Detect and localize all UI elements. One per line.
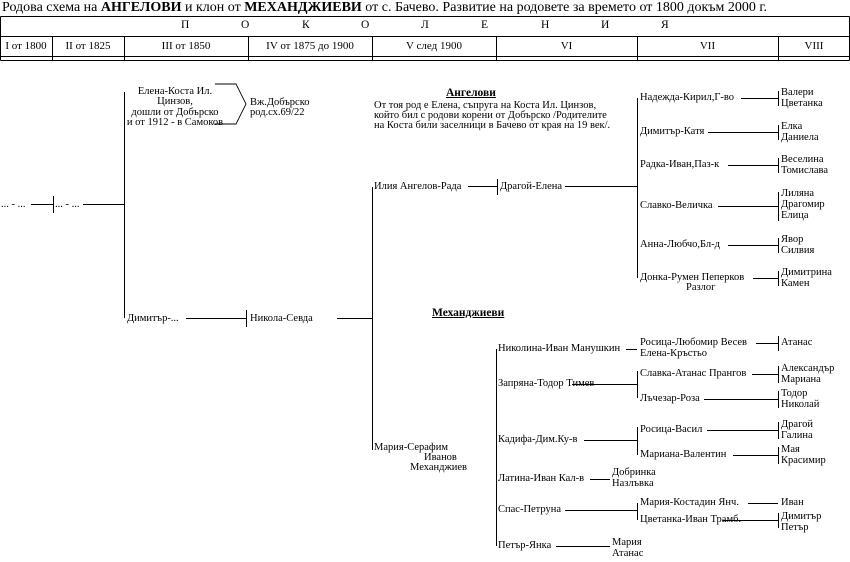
gen7-person: Росица-Васил: [640, 424, 703, 435]
gen7-person: Анна-Любчо,Бл-д: [640, 239, 721, 250]
gen8-person: Драгомир: [781, 199, 825, 210]
header-letter: Я: [661, 19, 669, 31]
header-letter: К: [302, 19, 310, 31]
person-dragoy: Драгой-Елена: [500, 181, 563, 192]
gen6-person: Николина-Иван Манушкин: [498, 343, 621, 354]
gen6-person: Спас-Петруна: [498, 504, 562, 515]
gen7-person: Мария: [612, 537, 642, 548]
angelovi-note-line: От тоя род е Елена, съпруга на Коста Ил. Цинзов,: [374, 100, 597, 111]
generation-header: I от 1800: [5, 40, 47, 52]
gen6-person: Петър-Янка: [498, 540, 552, 551]
gen8-person: Силвия: [781, 245, 815, 256]
person-iliya: Илия Ангелов-Рада: [374, 181, 462, 192]
header-letter: И: [601, 19, 610, 31]
gen8-person: Цветанка: [781, 98, 823, 109]
gen8-person: Драгой: [781, 419, 813, 430]
gen8-person: Тодор: [781, 388, 808, 399]
gen8-person: Мариана: [781, 374, 821, 385]
gen8-person: Красимир: [781, 455, 826, 466]
gen8-person: Атанас: [781, 337, 813, 348]
gen6-person: Латина-Иван Кал-в: [498, 473, 585, 484]
gen8-person: Елка: [781, 121, 803, 132]
gen8-person: Даниела: [781, 132, 819, 143]
person-dimitar: Димитър-...: [127, 313, 179, 324]
header-letter: О: [361, 19, 370, 31]
gen7-person: Радка-Иван,Паз-к: [640, 159, 720, 170]
title-prefix: Родова схема на: [2, 0, 101, 15]
gen7-person: Росица-Любомир Весев: [640, 337, 747, 348]
section-mehandzhievi: Механджиеви: [432, 307, 505, 319]
person-line: и от 1912 - в Самоков: [126, 117, 224, 128]
angelovi-note-line: на Коста били заселници в Бачево от края на 19 век/.: [374, 120, 611, 131]
gen8-person: Явор: [781, 234, 804, 245]
person-line: Елена-Коста Ил.: [137, 86, 213, 97]
gen7-person: Донка-Румен Пеперков: [640, 272, 745, 283]
gen7-person: Добринка: [612, 467, 656, 478]
gen7-person: Димитър-Катя: [640, 126, 705, 137]
gen7-person: Назлъвка: [612, 478, 654, 489]
gen6-person: Кадифа-Дим.Ку-в: [498, 434, 578, 445]
header-letter: О: [241, 19, 250, 31]
person-mariya-serafim: Механджиев: [410, 462, 467, 473]
gen8-person: Мая: [781, 444, 800, 455]
person-mariya-serafim: Мария-Серафим: [374, 442, 448, 453]
gen8-person: Димитър: [781, 511, 822, 522]
title-suffix: от с. Бачево. Развитие на родовете за времето от 1800 докъм 2000 г.: [361, 0, 768, 15]
generation-header: IV от 1875 до 1900: [266, 40, 354, 52]
title-family-angelovi: АНГЕЛОВИ: [100, 0, 182, 15]
gen8-person: Иван: [781, 497, 804, 508]
generation-header: V след 1900: [406, 40, 462, 52]
header-letter: Е: [481, 19, 489, 31]
gen2-person: ... - ...: [55, 199, 80, 210]
gen7-person: Цветанка-Иван Трамб.: [640, 514, 742, 525]
gen8-person: Елица: [781, 210, 809, 221]
gen7-person: Славко-Величка: [640, 200, 713, 211]
gen8-person: Камен: [781, 278, 810, 289]
gen8-person: Лиляна: [781, 188, 815, 199]
gen8-person: Галина: [781, 430, 813, 441]
gen7-person: Мария-Костадин Янч.: [640, 497, 739, 508]
header-letter: Л: [421, 19, 429, 31]
generation-header: VIII: [804, 40, 824, 52]
generation-header: VI: [560, 40, 573, 52]
angelovi-note-line: който бил с родови корени от Добърско /Родителите: [374, 110, 607, 121]
gen7-person: Надежда-Кирил,Г-во: [640, 92, 735, 103]
person-line: Цинзов,: [157, 96, 193, 107]
reference-note: род.сх.69/22: [250, 107, 305, 118]
person-line: дошли от Добърско: [131, 107, 219, 118]
gen7-person: Атанас: [612, 548, 644, 559]
gen7-person: Лъчезар-Роза: [640, 393, 700, 404]
generation-header: III от 1850: [161, 40, 211, 52]
generation-header: II от 1825: [65, 40, 111, 52]
gen7-person-place: Разлог: [686, 282, 716, 293]
reference-note: Вж.Добърско: [250, 97, 310, 108]
title-family-mehandzhievi: МЕХАНДЖИЕВИ: [244, 0, 362, 15]
gen8-person: Александър: [781, 363, 835, 374]
gen8-person: Димитрина: [781, 267, 832, 278]
gen8-person: Валери: [781, 87, 814, 98]
gen8-person: Петър: [781, 522, 809, 533]
title-mid: и клон от: [181, 0, 245, 15]
person-mariya-serafim: Иванов: [424, 452, 457, 463]
gen7-person: Елена-Кръстьо: [640, 348, 708, 359]
gen6-person: Запряна-Тодор Тимев: [498, 378, 595, 389]
header-letter: П: [181, 19, 190, 31]
gen7-person: Славка-Атанас Прангов: [640, 368, 747, 379]
gen8-person: Веселина: [781, 154, 824, 165]
gen7-person: Мариана-Валентин: [640, 449, 727, 460]
section-angelovi: Ангелови: [446, 87, 496, 99]
gen1-person: ... - ...: [1, 199, 26, 210]
gen8-person: Томислава: [781, 165, 828, 176]
gen8-person: Николай: [781, 399, 820, 410]
header-letter: Н: [541, 19, 550, 31]
person-nikola: Никола-Севда: [250, 313, 313, 324]
generation-header: VII: [699, 40, 716, 52]
